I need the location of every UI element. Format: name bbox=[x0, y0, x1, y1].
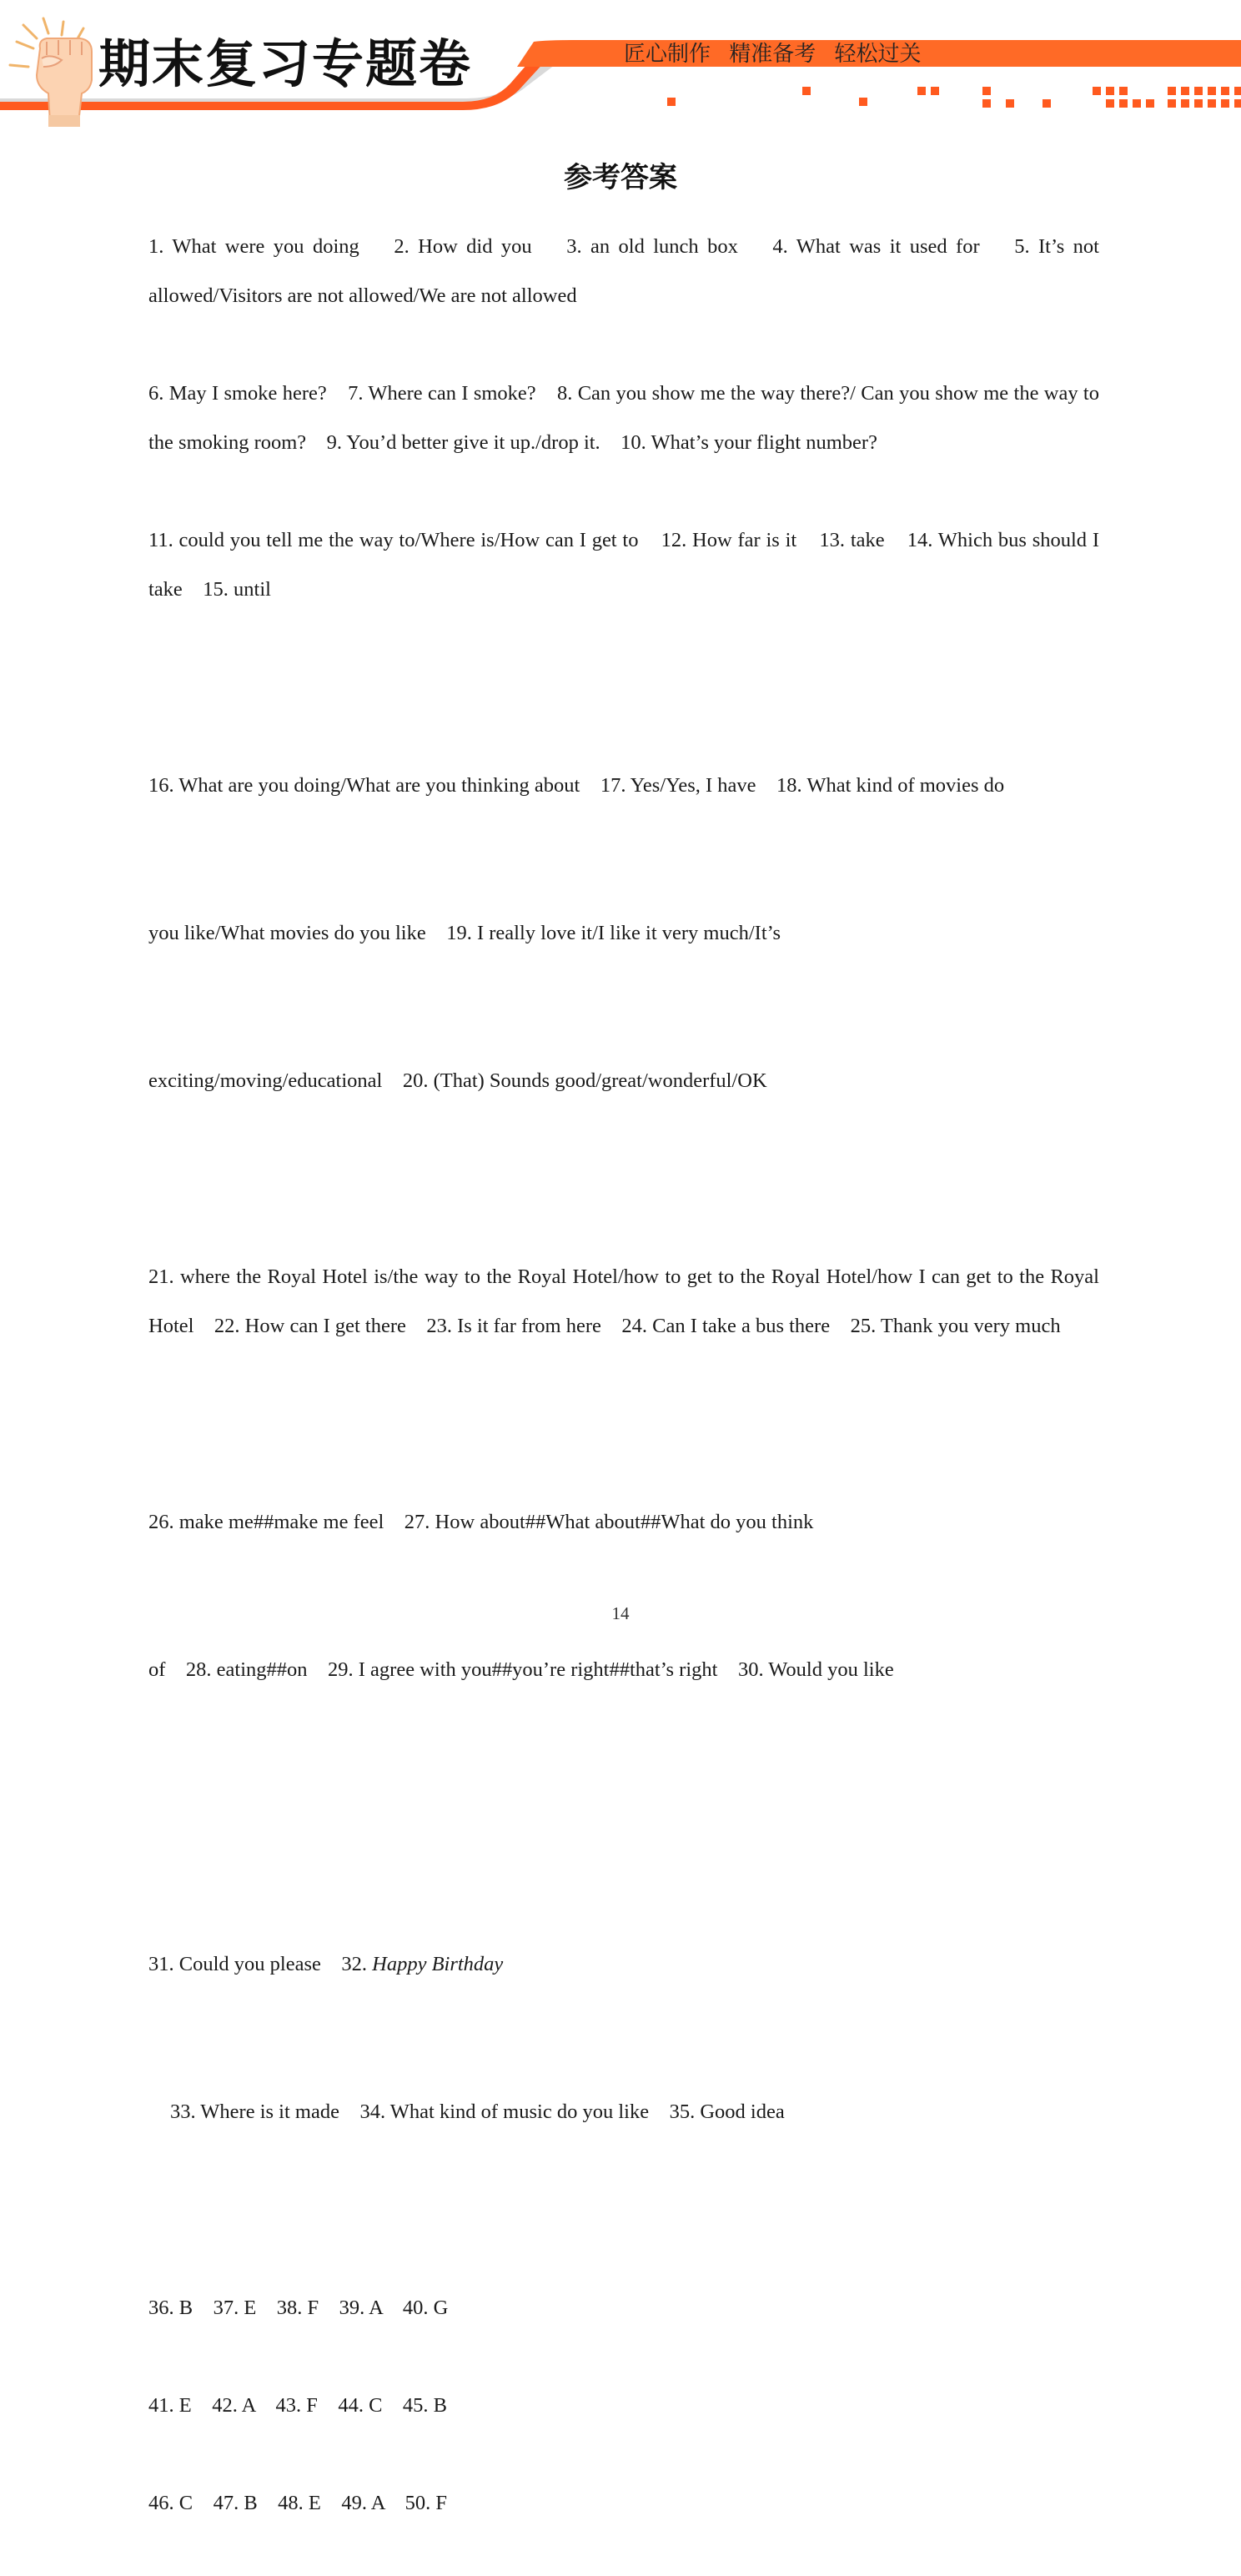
answer-line bbox=[148, 1940, 1099, 1989]
raised-fist-icon bbox=[10, 18, 92, 127]
answer-line: 26. make me##make me feel 27. How about##What about##What do you think bbox=[148, 1511, 814, 1533]
answer-line: exciting/moving/educational 20. (That) Sounds good/great/wonderful/OK bbox=[148, 1069, 767, 1092]
answer-group-46-50: 46. C 47. B 48. E 49. A 50. F bbox=[148, 2492, 448, 2514]
answer-group-31-35 bbox=[148, 1841, 1099, 2235]
answer-line: 16. What are you doing/What are you thinking about 17. Yes/Yes, I have 18. What kind of movies do bbox=[148, 774, 1005, 797]
page-title: 参考答案 bbox=[564, 161, 677, 194]
answer-group-21-25: 21. where the Royal Hotel is/the way to the Royal Hotel/how to get to the Royal Hotel/how I can get to the Royal Hotel 22. How can I get there 23. Is it far from here 24. Can I take a bus there 25. Thank you very much bbox=[148, 1265, 1105, 1337]
answer-line: of 28. eating##on 29. I agree with you##you’re right##that’s right 30. Would you like bbox=[148, 1658, 894, 1681]
page-number: 14 bbox=[611, 1603, 630, 1623]
answer-group-6-10: 6. May I smoke here? 7. Where can I smoke? 8. Can you show me the way there?/ Can you show me the way to the smoking room? 9. You’d better give it up./drop it. 10. What’s your flight number? bbox=[148, 382, 1105, 454]
answer-group-1-5: 1. What were you doing 2. How did you 3. an old lunch box 4. What was it used for 5. It’s not allowed/Visitors are not allowed/We are not allowed bbox=[148, 235, 1105, 307]
answer-line: you like/What movies do you like 19. I really love it/I like it very much/It’s bbox=[148, 922, 781, 944]
decorative-squares bbox=[667, 87, 1241, 108]
answer-group-36-40: 36. B 37. E 38. F 39. A 40. G bbox=[148, 2297, 449, 2319]
header-title: 期末复习专题卷 bbox=[98, 33, 473, 94]
answer-group-16-20 bbox=[148, 662, 1099, 1204]
answer-line-prefix: 31. Could you please 32. bbox=[148, 1953, 373, 1975]
header-slogan: 匠心制作 精准备考 轻松过关 bbox=[624, 42, 922, 67]
answer-group-26-30 bbox=[148, 1399, 1099, 1793]
answer-list bbox=[148, 222, 1105, 2576]
header-banner bbox=[0, 0, 1241, 133]
answer-group-11-15: 11. could you tell me the way to/Where is/How can I get to 12. How far is it 13. take 14. Which bus should I take 15. until bbox=[148, 529, 1105, 601]
answer-line: 33. Where is it made 34. What kind of music do you like 35. Good idea bbox=[170, 2101, 785, 2123]
answer-italic-text: Happy Birthday bbox=[372, 1953, 504, 1975]
answer-group-41-45: 41. E 42. A 43. F 44. C 45. B bbox=[148, 2394, 448, 2417]
